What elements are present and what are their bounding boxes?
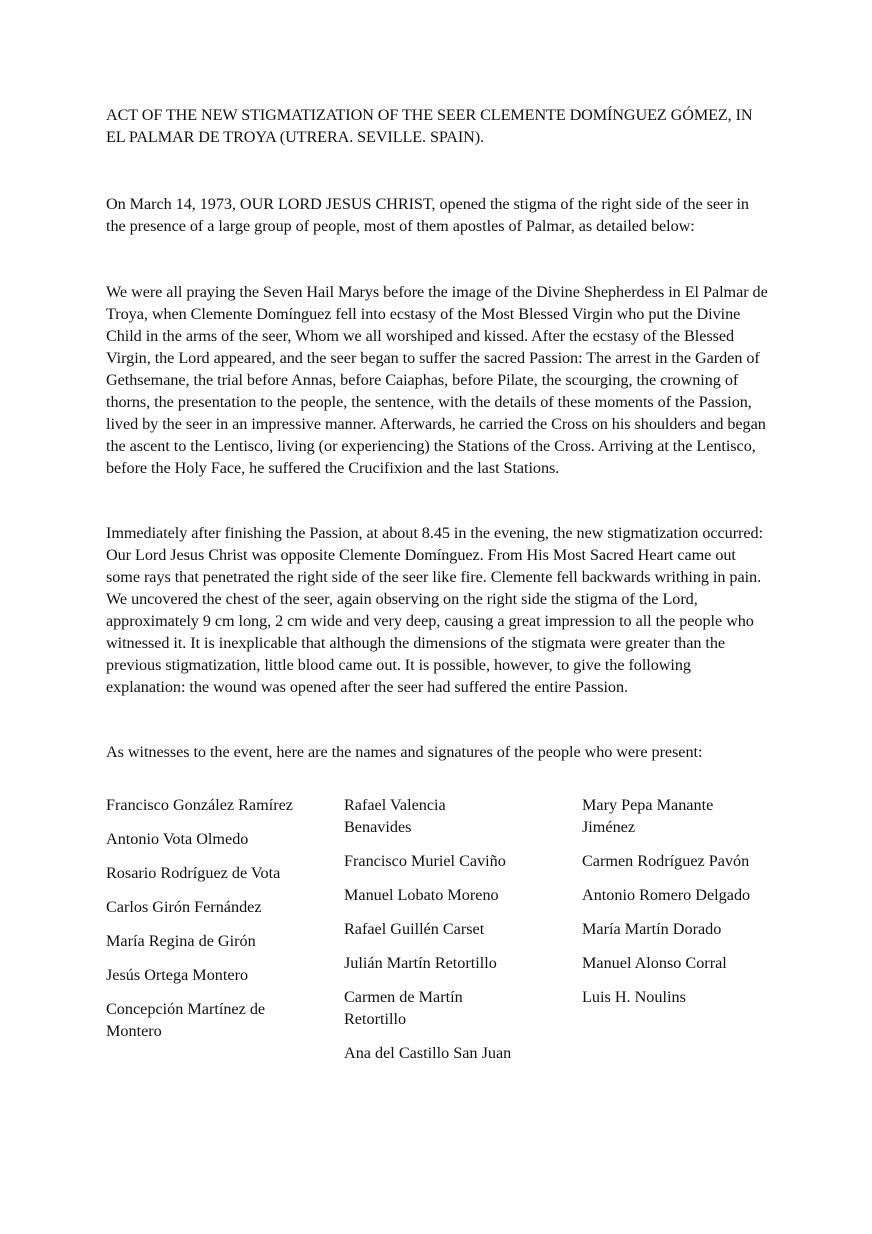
witness-name: Rosario Rodríguez de Vota [106, 864, 281, 882]
witness-name: Francisco González Ramírez [106, 796, 293, 814]
witness-name: Antonio Romero Delgado [582, 886, 751, 904]
paragraph-witnesses-intro: As witnesses to the event, here are the names and signatures of the people who were present: [106, 743, 703, 761]
witness-name: Manuel Alonso Corral [582, 954, 727, 972]
witness-name: Mary Pepa Manante Jiménez [582, 796, 714, 836]
witness-name: María Martín Dorado [582, 920, 722, 938]
witness-name: Carmen de Martín Retortillo [344, 988, 463, 1028]
witness-name: Francisco Muriel Caviño [344, 852, 506, 870]
witness-name: Concepción Martínez de Montero [106, 1000, 266, 1040]
paragraph-passion: We were all praying the Seven Hail Marys before the image of the Divine Shepherdess in El Palmar de Troya, when Clemente Domínguez fell into ecstasy of the Most Blessed Virgin who put the Divine Child in the arms of the seer, Whom we all worshiped and kissed. After the ecstasy of the Blessed Virgin, the Lord appeared, and the seer began to suffer the sacred Passion: The arrest in the Garden of Gethsemane, the trial before Annas, before Caiaphas, before Pilate, the scourging, the crowning of thorns, the presentation to the people, the sentence, with the details of these moments of the Passion, lived by the seer in an impressive manner. Afterwards, he carried the Cross on his shoulders and began the ascent to the Lentisco, living (or experiencing) the Stations of the Cross. Arriving at the Lentisco, before the Holy Face, he suffered the Crucifixion and the last Stations. [106, 283, 768, 477]
witness-name: Rafael Guillén Carset [344, 920, 485, 938]
witness-name: Carlos Girón Fernández [106, 898, 262, 916]
witness-name: Luis H. Noulins [582, 988, 686, 1006]
witness-name: Rafael Valencia Benavides [344, 796, 446, 836]
paragraph-stigmatization: Immediately after finishing the Passion, at about 8.45 in the evening, the new stigmatization occurred: Our Lord Jesus Christ was opposite Clemente Domínguez. From His Most Sacred Heart came out some rays that penetrated the right side of the seer like fire. Clemente fell backwards writhing in pain. We uncovered the chest of the seer, again observing on the right side the stigma of the Lord, approximately 9 cm long, 2 cm wide and very deep, causing a great impression to all the people who witnessed it. It is inexplicable that although the dimensions of the stigmata were greater than the previous stigmatization, little blood came out. It is possible, however, to give the following explanation: the wound was opened after the seer had suffered the entire Passion. [106, 524, 764, 696]
witness-name: Julián Martín Retortillo [344, 954, 497, 972]
witness-column-1 [106, 794, 332, 1054]
witness-name: Antonio Vota Olmedo [106, 830, 249, 848]
witness-name: Carmen Rodríguez Pavón [582, 852, 750, 870]
witness-column-2 [344, 794, 570, 1076]
witness-name: Manuel Lobato Moreno [344, 886, 499, 904]
witness-name: María Regina de Girón [106, 932, 256, 950]
witness-name: Jesús Ortega Montero [106, 966, 249, 984]
witness-name: Ana del Castillo San Juan [344, 1044, 512, 1062]
witness-column-3 [582, 794, 782, 1020]
document-title: ACT OF THE NEW STIGMATIZATION OF THE SEER CLEMENTE DOMÍNGUEZ GÓMEZ, IN EL PALMAR DE TROYA (UTRERA. SEVILLE. SPAIN). [106, 106, 753, 146]
paragraph-intro: On March 14, 1973, OUR LORD JESUS CHRIST, opened the stigma of the right side of the seer in the presence of a large group of people, most of them apostles of Palmar, as detailed below: [106, 195, 749, 235]
